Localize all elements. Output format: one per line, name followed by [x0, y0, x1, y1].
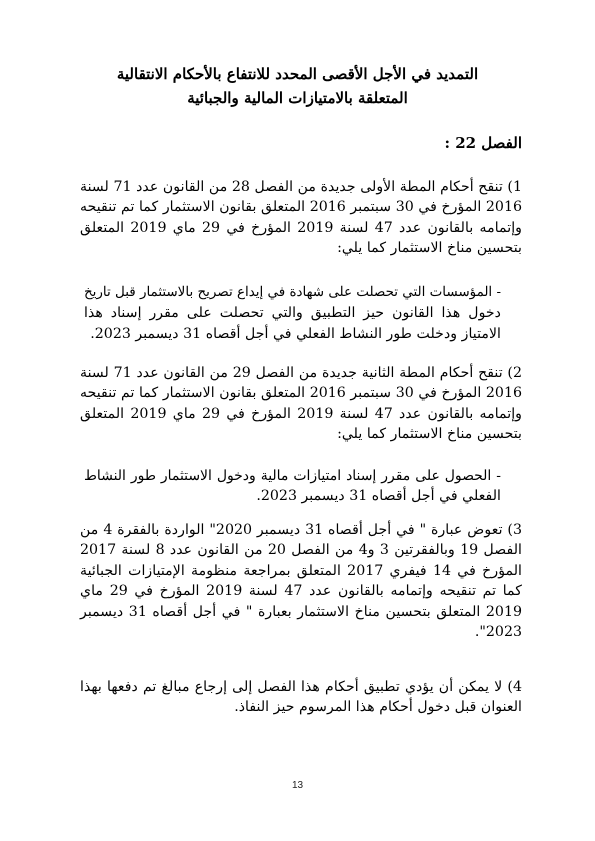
paragraph-1 — [80, 177, 522, 259]
paragraph-line: 2016 المؤرخ في 30 سبتمبر 2016 المتعلق بقانون الاستثمار كما تم تنقيحه — [80, 385, 523, 402]
bullet-paragraph-1 — [84, 283, 501, 344]
paragraph-line: بتحسين مناخ الاستثمار كما يلي: — [337, 240, 522, 257]
paragraph-line: 2016 المؤرخ في 30 سبتمبر 2016 المتعلق بقانون الاستثمار كما تم تنقيحه — [80, 199, 523, 216]
title-line-2: المتعلقة بالامتيازات المالية والجبائية — [187, 89, 408, 107]
document-title — [60, 62, 535, 110]
paragraph-line: دخول هذا القانون حيز التطبيق والتي تحصلت على مقرر إسناد هذا — [84, 305, 501, 322]
paragraph-line: - المؤسسات التي تحصلت على شهادة في إيداع تصريح بالاستثمار قبل تاريخ — [84, 285, 501, 300]
paragraph-line: 1) تنقح أحكام المطة الأولى جديدة من الفصل 28 من القانون عدد 71 لسنة — [80, 179, 523, 195]
paragraph-line: الفصل 19 وبالفقرتين 3 و4 من الفصل 20 من القانون عدد 8 لسنة 2017 — [80, 542, 522, 559]
paragraph-line: وإتمامه بالقانون عدد 47 لسنة 2019 المؤرخ في 29 ماي 2019 المتعلق — [80, 405, 522, 422]
paragraph-line: 4) لا يمكن أن يؤدي تطبيق أحكام هذا الفصل إلى إرجاع مبالغ تم دفعها بهذا — [80, 679, 522, 695]
paragraph-3 — [80, 520, 522, 642]
paragraph-line: - الحصول على مقرر إسناد امتيازات مالية ودخول الاستثمار طور النشاط — [84, 468, 501, 484]
title-line-1: التمديد في الأجل الأقصى المحدد للانتفاع بالأحكام الانتقالية — [116, 65, 479, 83]
paragraph-line: 3) تعوض عبارة " في أجل أقصاه 31 ديسمبر 2020" الواردة بالفقرة 4 من — [80, 522, 523, 538]
paragraph-line: 2019 المتعلق بتحسين مناخ الاستثمار بعبارة " في أجل أقصاه 31 ديسمبر — [80, 603, 522, 620]
paragraph-line: 2023". — [474, 624, 522, 641]
paragraph-line: كما تم تنقيحه وإتمامه بالقانون عدد 47 لسنة 2019 المؤرخ في 29 ماي — [80, 583, 522, 600]
paragraph-line: بتحسين مناخ الاستثمار كما يلي: — [337, 426, 522, 443]
paragraph-line: المؤرخ في 14 فيفري 2017 المتعلق بمراجعة منظومة الإمتيازات الجبائية — [80, 562, 522, 579]
paragraph-4 — [80, 677, 522, 718]
paragraph-line: 2) تنقح أحكام المطة الثانية جديدة من الفصل 29 من القانون عدد 71 لسنة — [80, 365, 522, 381]
paragraph-line: الفعلي في أجل أقصاه 31 ديسمبر 2023. — [256, 488, 501, 505]
paragraph-line: العنوان قبل دخول أحكام هذا المرسوم حيز النفاذ. — [234, 699, 522, 716]
page-number: 13 — [291, 780, 304, 791]
paragraph-2 — [80, 363, 522, 445]
bullet-paragraph-2 — [84, 466, 501, 507]
paragraph-line: وإتمامه بالقانون عدد 47 لسنة 2019 المؤرخ في 29 ماي 2019 المتعلق — [80, 219, 522, 236]
section-heading: الفصل 22 : — [444, 134, 522, 152]
paragraph-line: الامتياز ودخلت طور النشاط الفعلي في أجل أقصاه 31 ديسمبر 2023. — [90, 325, 501, 342]
